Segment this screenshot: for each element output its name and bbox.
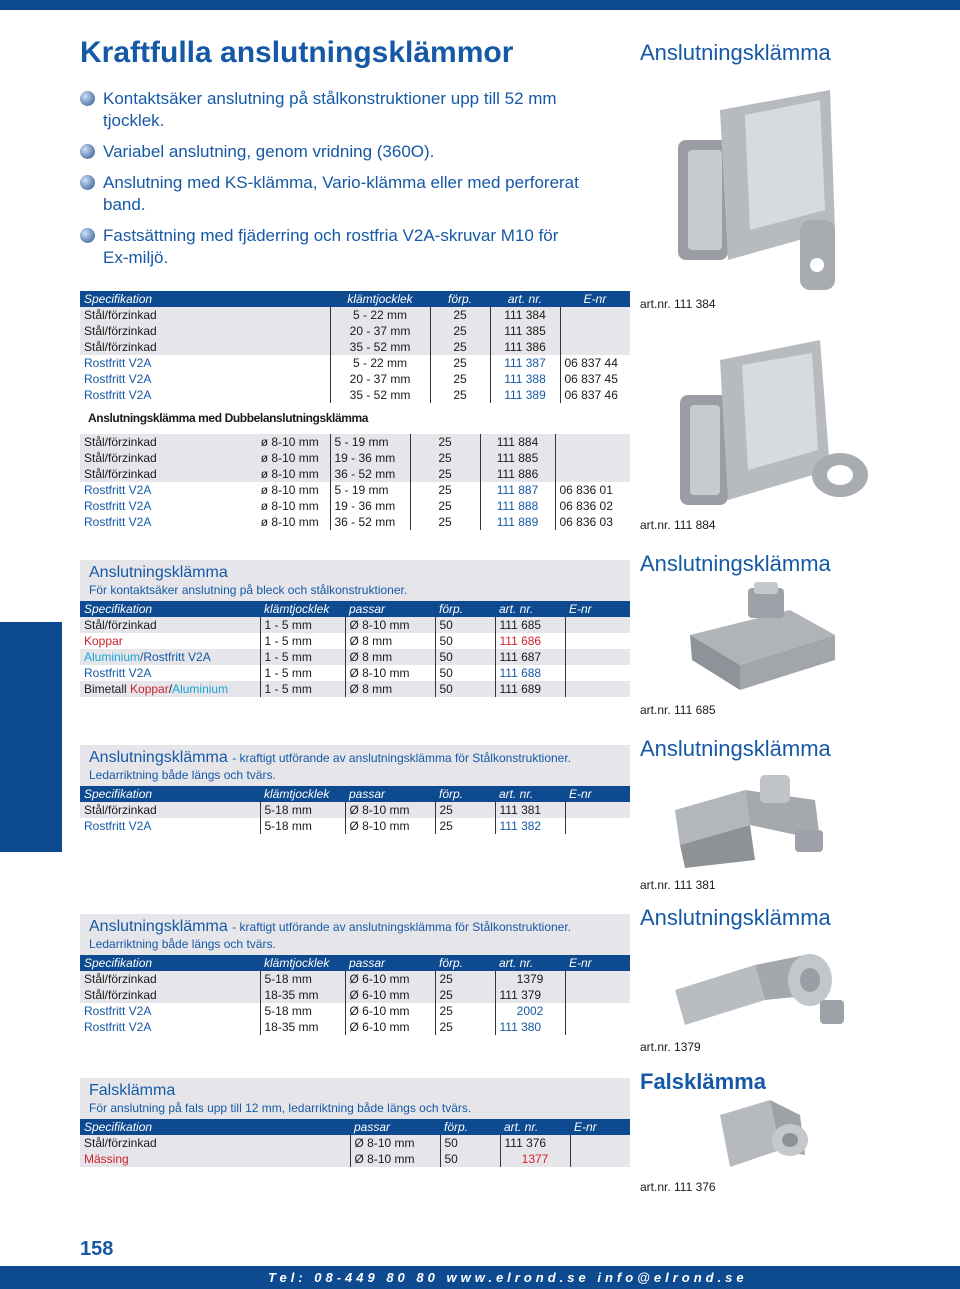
section3-title: Anslutningsklämma (89, 564, 228, 581)
table-row: Rostfritt V2A 5-18 mm Ø 8-10 mm 25 111 382 (80, 818, 630, 834)
col-header: förp. (435, 955, 495, 971)
clamp-image-111384 (650, 70, 880, 295)
clamp-plate-shape (745, 100, 825, 230)
section6-band (80, 1078, 630, 1119)
col-header: klämtjocklek (330, 291, 430, 307)
nut-shape (795, 830, 823, 852)
clamp-ring-hole (827, 465, 853, 485)
spec-table-2 (80, 434, 630, 530)
table-row: Stål/förzinkad 5 - 22 mm 25 111 384 (80, 307, 630, 323)
clamp-image-1379 (665, 940, 855, 1035)
table-row: Rostfritt V2A 1 - 5 mm Ø 8-10 mm 50 111 688 (80, 665, 630, 681)
col-header: Specifikation (80, 601, 260, 617)
section5-subtitle: Ledarriktning både längs och tvärs. (89, 937, 276, 951)
spec-table-4 (80, 786, 630, 834)
section4-art-label: art.nr. 111 381 (640, 878, 716, 892)
section3-subtitle: För kontaktsäker anslutning på bleck och stålkonstruktioner. (89, 583, 408, 597)
table-row: Stål/förzinkad Ø 8-10 mm 50 111 376 (80, 1135, 630, 1151)
section6-art-label: art.nr. 111 376 (640, 1180, 716, 1194)
section4-image-title: Anslutningsklämma (640, 736, 831, 761)
table2-title: Anslutningsklämma med Dubbelanslutningsklämma (88, 411, 369, 425)
page-number: 158 (80, 1238, 114, 1260)
clamp-hole-shape (810, 258, 824, 272)
clamp-tab-shape (800, 220, 835, 290)
table-row: Stål/förzinkad ø 8-10 mm 5 - 19 mm 25 111 884 (80, 434, 630, 450)
clamp-plate-shape (675, 965, 765, 1025)
table-row: Rostfritt V2A ø 8-10 mm 19 - 36 mm 25 111 888 06 836 02 (80, 498, 630, 514)
section5-art-label: art.nr. 1379 (640, 1040, 701, 1054)
bullet-item: Kontaktsäker anslutning på stålkonstruktioner upp till 52 mm tjocklek. (80, 88, 580, 132)
spec-table-5 (80, 955, 630, 1035)
table-row: Rostfritt V2A 5 - 22 mm 25 111 387 06 837 44 (80, 355, 630, 371)
table-row: Rostfritt V2A 5-18 mm Ø 6-10 mm 25 2002 (80, 1003, 630, 1019)
table-row: Rostfritt V2A ø 8-10 mm 36 - 52 mm 25 111 889 06 836 03 (80, 514, 630, 530)
col-header: Specifikation (80, 1119, 350, 1135)
table-row: Bimetall Koppar/Aluminium 1 - 5 mm Ø 8 mm 50 111 689 (80, 681, 630, 697)
art-label-1: art.nr. 111 384 (640, 297, 716, 311)
section4-title: Anslutningsklämma (89, 749, 228, 766)
top-bar (0, 0, 960, 10)
clamp-image-111685 (670, 580, 850, 700)
clamp-plate-shape (742, 353, 818, 470)
table-row: Stål/förzinkad 20 - 37 mm 25 111 385 (80, 323, 630, 339)
section4-subtitle: Ledarriktning både längs och tvärs. (89, 768, 276, 782)
section3-band (80, 560, 630, 601)
col-header: förp. (435, 786, 495, 802)
clamp-jaw-inner (688, 150, 722, 250)
col-header: klämtjocklek (260, 955, 345, 971)
right-title: Anslutningsklämma (640, 40, 831, 65)
feature-list (80, 88, 580, 278)
bullet-item: Fastsättning med fjäderring och rostfria V2A-skruvar M10 för Ex-miljö. (80, 225, 580, 269)
section5-image-title: Anslutningsklämma (640, 905, 831, 930)
col-header: art. nr. (500, 1119, 570, 1135)
spec-table-1 (80, 291, 630, 403)
art-label-2: art.nr. 111 884 (640, 518, 716, 532)
bullet-dot-icon (80, 144, 95, 159)
clamp-image-111376 (700, 1095, 820, 1175)
bullet-dot-icon (80, 228, 95, 243)
spec-table-6 (80, 1119, 630, 1167)
table-row: Stål/förzinkad 1 - 5 mm Ø 8-10 mm 50 111 685 (80, 617, 630, 633)
table-row: Stål/förzinkad 5-18 mm Ø 8-10 mm 25 111 381 (80, 802, 630, 818)
clamp-image-111884 (650, 325, 880, 520)
table-row: Koppar 1 - 5 mm Ø 8 mm 50 111 686 (80, 633, 630, 649)
bullet-item: Anslutning med KS-klämma, Vario-klämma eller med perforerat band. (80, 172, 580, 216)
table-row: Rostfritt V2A ø 8-10 mm 5 - 19 mm 25 111 887 06 836 01 (80, 482, 630, 498)
bullet-dot-icon (80, 175, 95, 190)
section5-band (80, 914, 630, 955)
section6-image-title: Falsklämma (640, 1069, 766, 1094)
table-row: Stål/förzinkad 18-35 mm Ø 6-10 mm 25 111 379 (80, 987, 630, 1003)
section4-band (80, 745, 630, 786)
col-header: förp. (435, 601, 495, 617)
col-header: art. nr. (495, 955, 565, 971)
bolt-head-shape (760, 775, 790, 803)
side-tab (0, 622, 62, 852)
col-header: E-nr (570, 1119, 630, 1135)
col-header: E-nr (565, 786, 630, 802)
clamp-ring-hole (800, 968, 820, 992)
clamp-jaw-inner (690, 405, 720, 495)
clamp-ring-hole (782, 1133, 798, 1147)
bullet-item: Variabel anslutning, genom vridning (360O). (80, 141, 580, 163)
page-title: Kraftfulla anslutningsklämmor (80, 36, 514, 69)
clamp-image-111381 (665, 770, 855, 870)
table-row: Aluminium/Rostfritt V2A 1 - 5 mm Ø 8 mm 50 111 687 (80, 649, 630, 665)
section3-art-label: art.nr. 111 685 (640, 703, 716, 717)
col-header: Specifikation (80, 955, 260, 971)
section5-title: Anslutningsklämma (89, 918, 228, 935)
table-row: Mässing Ø 8-10 mm 50 1377 (80, 1151, 630, 1167)
footer-contact: Tel: 08-449 80 80 www.elrond.se info@elrond.se (268, 1270, 748, 1285)
footer-bar (0, 1266, 960, 1289)
col-header: art. nr. (495, 786, 565, 802)
section4-desc: - kraftigt utförande av anslutningsklämma för Stålkonstruktioner. (232, 751, 572, 765)
col-header: passar (345, 601, 435, 617)
section5-desc: - kraftigt utförande av anslutningsklämma för Stålkonstruktioner. (232, 920, 572, 934)
table-row: Stål/förzinkad 5-18 mm Ø 6-10 mm 25 1379 (80, 971, 630, 987)
bolt-top-shape (754, 582, 778, 594)
col-header: passar (350, 1119, 440, 1135)
col-header: art. nr. (495, 601, 565, 617)
col-header: Specifikation (80, 786, 260, 802)
clamp-body-shape (720, 1100, 780, 1167)
section3-image-title: Anslutningsklämma (640, 551, 831, 576)
table-row: Stål/förzinkad 35 - 52 mm 25 111 386 (80, 339, 630, 355)
table-row: Rostfritt V2A 18-35 mm Ø 6-10 mm 25 111 380 (80, 1019, 630, 1035)
col-header: klämtjocklek (260, 601, 345, 617)
section6-title: Falsklämma (89, 1082, 176, 1099)
table-row: Rostfritt V2A 35 - 52 mm 25 111 389 06 837 46 (80, 387, 630, 403)
nut-shape (820, 1000, 844, 1024)
col-header: E-nr (565, 601, 630, 617)
col-header: passar (345, 955, 435, 971)
col-header: art. nr. (490, 291, 560, 307)
bullet-dot-icon (80, 91, 95, 106)
section6-subtitle: För anslutning på fals upp till 12 mm, ledarriktning både längs och tvärs. (89, 1101, 472, 1115)
col-header: E-nr (560, 291, 630, 307)
col-header: förp. (430, 291, 490, 307)
table-row: Stål/förzinkad ø 8-10 mm 19 - 36 mm 25 111 885 (80, 450, 630, 466)
col-header: förp. (440, 1119, 500, 1135)
col-header: Specifikation (80, 291, 330, 307)
col-header: passar (345, 786, 435, 802)
spec-table-3 (80, 601, 630, 697)
col-header: klämtjocklek (260, 786, 345, 802)
col-header: E-nr (565, 955, 630, 971)
table-row: Rostfritt V2A 20 - 37 mm 25 111 388 06 837 45 (80, 371, 630, 387)
table-row: Stål/förzinkad ø 8-10 mm 36 - 52 mm 25 111 886 (80, 466, 630, 482)
